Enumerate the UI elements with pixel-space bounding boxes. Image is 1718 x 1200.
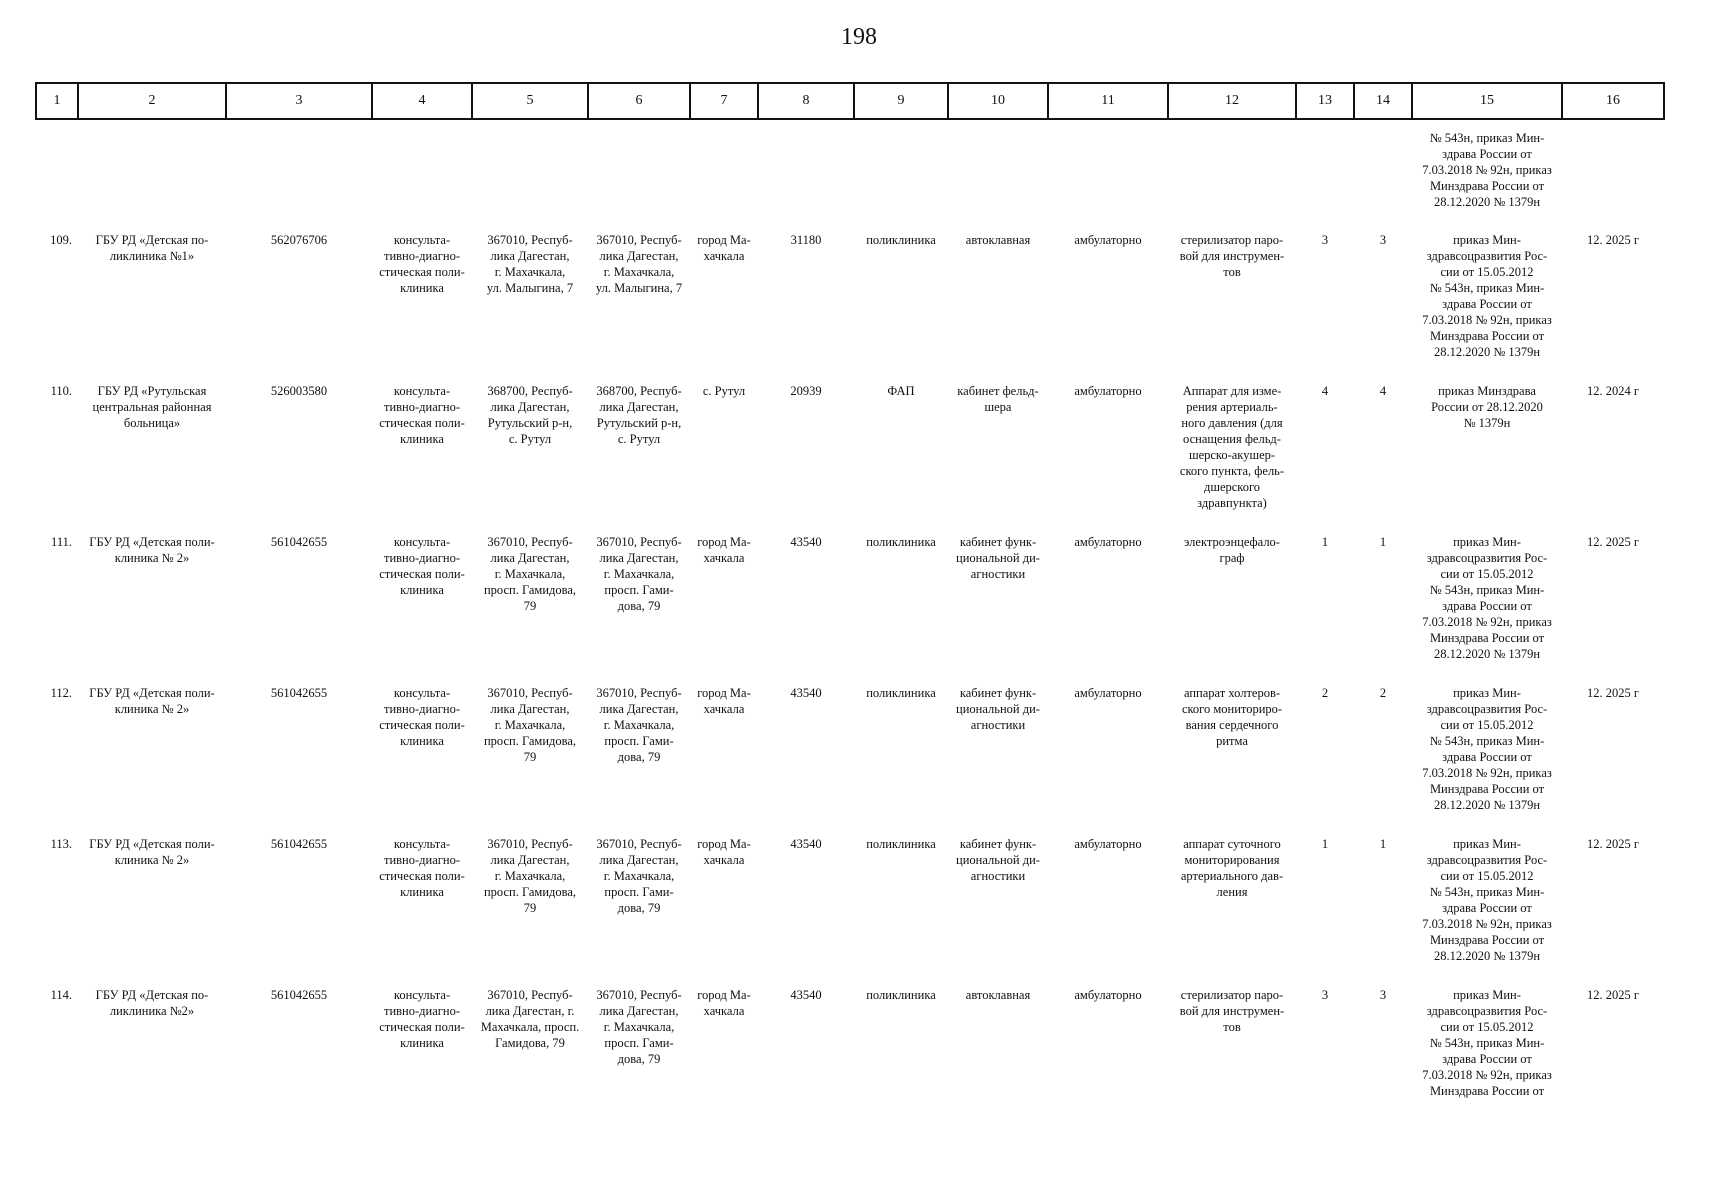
locality: город Ма- хачкала (697, 837, 751, 867)
deadline: 12. 2024 г (1586, 384, 1639, 398)
column-header-5: 5 (472, 83, 588, 119)
locality: город Ма- хачкала (697, 988, 751, 1018)
value-col8: 43540 (790, 686, 822, 700)
organization-code: 562076706 (270, 233, 328, 247)
quantity-col13: 1 (1321, 837, 1329, 851)
deadline: 12. 2025 г (1586, 988, 1639, 1002)
deadline: 12. 2025 г (1586, 233, 1639, 247)
actual-address: 367010, Респуб- лика Дагестан, г. Махачкала, просп. Гами- дова, 79 (596, 535, 682, 613)
organization-type: консульта- тивно-диагно- стическая поли- клиника (379, 233, 465, 295)
legal-basis: приказ Мин- здравсоцразвития Рос- сии от 15.05.2012 № 543н, приказ Мин- здрава России от 7.03.2018 № 92н, приказ Минздрава России от 28.12.2020 № 1379н (1422, 233, 1552, 359)
organization-code: 526003580 (270, 384, 328, 398)
subdivision: ФАП (887, 384, 915, 398)
table-row (36, 975, 1664, 1107)
table-row (36, 824, 1664, 975)
value-col8: 43540 (790, 535, 822, 549)
actual-address: 367010, Респуб- лика Дагестан, г. Махачкала, просп. Гами- дова, 79 (596, 686, 682, 764)
legal-address: 367010, Респуб- лика Дагестан, г. Махачкала, просп. Гамидова, 79 (483, 837, 577, 915)
locality: город Ма- хачкала (697, 686, 751, 716)
continuation-legal-basis: № 543н, приказ Мин- здрава России от 7.03.2018 № 92н, приказ Минздрава России от 28.12.2020 № 1379н (1422, 131, 1552, 209)
quantity-col13: 3 (1321, 988, 1329, 1002)
organization-name: ГБУ РД «Детская по- ликлиника №1» (95, 233, 209, 263)
care-form: амбулаторно (1074, 837, 1142, 851)
actual-address: 368700, Респуб- лика Дагестан, Рутульский р-н, с. Рутул (596, 384, 682, 446)
care-form: амбулаторно (1074, 686, 1142, 700)
organization-code: 561042655 (270, 686, 328, 700)
continuation-row (36, 119, 1664, 220)
legal-basis: приказ Минздрава России от 28.12.2020 № 1379н (1431, 384, 1543, 430)
organization-code: 561042655 (270, 988, 328, 1002)
legal-address: 367010, Респуб- лика Дагестан, г. Махачкала, просп. Гамидова, 79 (483, 535, 577, 613)
value-col8: 31180 (790, 233, 822, 247)
column-header-13: 13 (1296, 83, 1354, 119)
organization-type: консульта- тивно-диагно- стическая поли- клиника (379, 988, 465, 1050)
quantity-col14: 1 (1379, 535, 1387, 549)
organization-type: консульта- тивно-диагно- стическая поли- клиника (379, 384, 465, 446)
equipment: электроэнцефало- граф (1184, 535, 1280, 565)
subdivision: поликлиника (866, 686, 936, 700)
locality: с. Рутул (702, 384, 746, 398)
organization-code: 561042655 (270, 837, 328, 851)
quantity-col14: 2 (1379, 686, 1387, 700)
equipment: Аппарат для изме- рения артериаль- ного давления (для оснащения фельд- шерско-акушер- ского пункта, фель- дшерского здравпункта) (1179, 384, 1285, 510)
legal-address: 367010, Респуб- лика Дагестан, г. Махачкала, просп. Гамидова, 79 (483, 686, 577, 764)
column-header-6: 6 (588, 83, 690, 119)
room: автоклавная (965, 988, 1031, 1002)
deadline: 12. 2025 г (1586, 535, 1639, 549)
row-number: 114. (50, 988, 72, 1002)
legal-address: 367010, Респуб- лика Дагестан, г. Махачкала, просп. Гамидова, 79 (480, 988, 580, 1050)
deadline: 12. 2025 г (1586, 686, 1639, 700)
quantity-col13: 4 (1321, 384, 1329, 398)
column-header-11: 11 (1048, 83, 1168, 119)
row-number: 113. (50, 837, 72, 851)
column-header-8: 8 (758, 83, 854, 119)
organization-name: ГБУ РД «Детская поли- клиника № 2» (89, 837, 215, 867)
care-form: амбулаторно (1074, 384, 1142, 398)
subdivision: поликлиника (866, 988, 936, 1002)
room: кабинет функ- циональной ди- агностики (956, 535, 1040, 581)
equipment: стерилизатор паро- вой для инструмен- тов (1179, 233, 1285, 279)
legal-address: 368700, Респуб- лика Дагестан, Рутульский р-н, с. Рутул (487, 384, 573, 446)
header-row (36, 83, 1664, 119)
column-header-10: 10 (948, 83, 1048, 119)
actual-address: 367010, Респуб- лика Дагестан, г. Махачкала, ул. Малыгина, 7 (595, 233, 683, 295)
actual-address: 367010, Респуб- лика Дагестан, г. Махачкала, просп. Гами- дова, 79 (596, 988, 682, 1066)
equipment: стерилизатор паро- вой для инструмен- тов (1179, 988, 1285, 1034)
room: автоклавная (965, 233, 1031, 247)
care-form: амбулаторно (1074, 535, 1142, 549)
quantity-col13: 2 (1321, 686, 1329, 700)
table-row (36, 673, 1664, 824)
legal-basis: приказ Мин- здравсоцразвития Рос- сии от 15.05.2012 № 543н, приказ Мин- здрава России от 7.03.2018 № 92н, приказ Минздрава России от 28.12.2020 № 1379н (1422, 837, 1552, 963)
legal-basis: приказ Мин- здравсоцразвития Рос- сии от 15.05.2012 № 543н, приказ Мин- здрава России от 7.03.2018 № 92н, приказ Минздрава России от (1422, 988, 1552, 1098)
room: кабинет функ- циональной ди- агностики (956, 686, 1040, 732)
quantity-col14: 1 (1379, 837, 1387, 851)
value-col8: 43540 (790, 988, 822, 1002)
row-number: 110. (50, 384, 72, 398)
column-header-4: 4 (372, 83, 472, 119)
value-col8: 20939 (790, 384, 822, 398)
column-header-9: 9 (854, 83, 948, 119)
subdivision: поликлиника (866, 837, 936, 851)
organization-name: ГБУ РД «Детская поли- клиника № 2» (89, 535, 215, 565)
actual-address: 367010, Респуб- лика Дагестан, г. Махачкала, просп. Гами- дова, 79 (596, 837, 682, 915)
equipment-table (35, 82, 1665, 1107)
organization-type: консульта- тивно-диагно- стическая поли- клиника (379, 686, 465, 748)
quantity-col13: 3 (1321, 233, 1329, 247)
page-number: 198 (841, 24, 877, 50)
room: кабинет фельд- шера (957, 384, 1039, 414)
table-row (36, 371, 1664, 522)
organization-type: консульта- тивно-диагно- стическая поли- клиника (379, 535, 465, 597)
table-row (36, 522, 1664, 673)
organization-name: ГБУ РД «Рутульская центральная районная больница» (92, 384, 212, 430)
equipment: аппарат холтеров- ского мониториро- вания сердечного ритма (1181, 686, 1283, 748)
value-col8: 43540 (790, 837, 822, 851)
column-header-2: 2 (78, 83, 226, 119)
deadline: 12. 2025 г (1586, 837, 1639, 851)
care-form: амбулаторно (1074, 233, 1142, 247)
legal-basis: приказ Мин- здравсоцразвития Рос- сии от 15.05.2012 № 543н, приказ Мин- здрава России от 7.03.2018 № 92н, приказ Минздрава России от 28.12.2020 № 1379н (1422, 535, 1552, 661)
column-header-7: 7 (690, 83, 758, 119)
organization-type: консульта- тивно-диагно- стическая поли- клиника (379, 837, 465, 899)
quantity-col13: 1 (1321, 535, 1329, 549)
care-form: амбулаторно (1074, 988, 1142, 1002)
legal-basis: приказ Мин- здравсоцразвития Рос- сии от 15.05.2012 № 543н, приказ Мин- здрава России от 7.03.2018 № 92н, приказ Минздрава России от 28.12.2020 № 1379н (1422, 686, 1552, 812)
subdivision: поликлиника (866, 535, 936, 549)
row-number: 112. (50, 686, 72, 700)
column-header-15: 15 (1412, 83, 1562, 119)
quantity-col14: 3 (1379, 988, 1387, 1002)
organization-name: ГБУ РД «Детская по- ликлиника №2» (95, 988, 209, 1018)
column-header-1: 1 (36, 83, 78, 119)
column-header-16: 16 (1562, 83, 1664, 119)
locality: город Ма- хачкала (697, 535, 751, 565)
quantity-col14: 4 (1379, 384, 1387, 398)
quantity-col14: 3 (1379, 233, 1387, 247)
organization-name: ГБУ РД «Детская поли- клиника № 2» (89, 686, 215, 716)
column-header-14: 14 (1354, 83, 1412, 119)
room: кабинет функ- циональной ди- агностики (956, 837, 1040, 883)
row-number: 111. (51, 535, 72, 549)
column-header-3: 3 (226, 83, 372, 119)
subdivision: поликлиника (866, 233, 936, 247)
column-header-12: 12 (1168, 83, 1296, 119)
organization-code: 561042655 (270, 535, 328, 549)
row-number: 109. (50, 233, 72, 247)
legal-address: 367010, Респуб- лика Дагестан, г. Махачкала, ул. Малыгина, 7 (486, 233, 574, 295)
table-row (36, 220, 1664, 371)
locality: город Ма- хачкала (697, 233, 751, 263)
equipment: аппарат суточного мониторирования артериального дав- ления (1180, 837, 1284, 899)
